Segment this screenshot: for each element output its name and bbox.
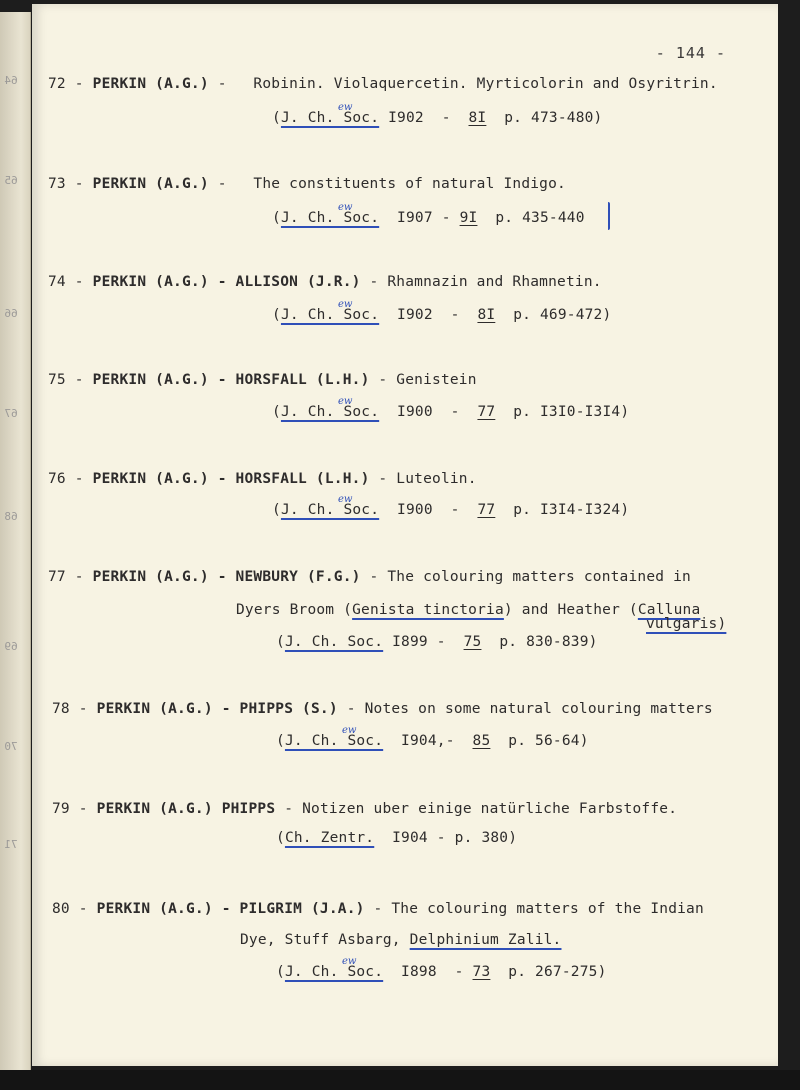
scan-bottom-edge [0,1070,800,1090]
entry-number: 74 [48,274,66,290]
prev-page-number: 68 [4,510,18,523]
pages: p. 830-839) [499,634,598,650]
entry-76-header: 76 - PERKIN (A.G.) - HORSFALL (L.H.) - Luteolin. [48,471,477,487]
year: I898 [401,964,437,980]
entry-79-header: 79 - PERKIN (A.G.) PHIPPS - Notizen uber einige natürliche Farbstoffe. [52,801,678,817]
entry-title: The colouring matters of the Indian [391,901,704,917]
journal-name: J. Ch. Soc. [280,404,380,420]
year: I904 [392,830,428,846]
pages: p. I3I0-I3I4) [513,404,630,420]
prev-page-number: 69 [4,640,18,653]
entry-title: Robinin. Violaquercetin. Myrticolorin and Osyritrin. [253,76,718,92]
entry-76-citation: (J. Ch. Soc. I900 - 77 p. I3I4-I324) [272,502,630,518]
entry-authors: PERKIN (A.G.) - NEWBURY (F.G.) [92,569,361,585]
prev-page-number: 65 [4,174,18,187]
entry-77-title-wrap [646,616,726,632]
entry-75-header: 75 - PERKIN (A.G.) - HORSFALL (L.H.) - Genistein [48,372,477,388]
document-page [32,4,778,1066]
entry-72-citation: (J. Ch. Soc. I902 - 8I p. 473-480) [272,110,603,126]
journal-name: J. Ch. Soc. [284,634,384,650]
volume: 85 [472,733,491,749]
entry-74-header: 74 - PERKIN (A.G.) - ALLISON (J.R.) - Rhamnazin and Rhamnetin. [48,274,602,290]
volume: 8I [468,110,487,126]
entry-77-title-continued [236,602,700,618]
prev-page-number: 64 [4,74,18,87]
entry-title: Notizen uber einige natürliche Farbstoffe. [302,801,678,817]
pages: p. 473-480) [504,110,603,126]
volume: 77 [477,404,496,420]
entry-title: The colouring matters contained in [387,569,691,585]
handwritten-mark: ew [338,494,353,505]
entry-number: 75 [48,372,66,388]
pages: p. 469-472) [513,307,612,323]
entry-authors: PERKIN (A.G.) - PHIPPS (S.) [96,701,338,717]
pages: p. 380) [454,830,518,846]
entry-77-citation: (J. Ch. Soc. I899 - 75 p. 830-839) [276,634,598,650]
year: I904,- [401,733,455,749]
species-name: Calluna [637,602,701,618]
entry-authors: PERKIN (A.G.) [92,176,209,192]
entry-authors: PERKIN (A.G.) - PILGRIM (J.A.) [96,901,365,917]
title-text: Dye, Stuff Asbarg, [240,932,410,948]
entry-number: 79 [52,801,70,817]
journal-name: Ch. Zentr. [284,830,375,846]
entry-authors: PERKIN (A.G.) - HORSFALL (L.H.) [92,372,370,388]
entry-title: Notes on some natural colouring matters [364,701,713,717]
previous-page-edge [0,12,31,1072]
entry-authors: PERKIN (A.G.) - ALLISON (J.R.) [92,274,361,290]
entry-number: 72 [48,76,66,92]
title-text: ) and Heather ( [503,602,638,618]
entry-title: Rhamnazin and Rhamnetin. [387,274,602,290]
entry-title: The constituents of natural Indigo. [253,176,566,192]
pages: p. 435-440 [495,210,585,226]
pages: p. 56-64) [508,733,589,749]
journal-name: J. Ch. Soc. [280,210,380,226]
prev-page-number: 66 [4,307,18,320]
entry-73-header: 73 - PERKIN (A.G.) - The constituents of natural Indigo. [48,176,566,192]
year: I902 [397,307,433,323]
entry-authors: PERKIN (A.G.) PHIPPS [96,801,276,817]
volume: 75 [463,634,482,650]
species-name: Delphinium Zalil. [409,932,562,948]
pages: p. 267-275) [508,964,607,980]
year: I900 [397,502,433,518]
prev-page-number: 67 [4,407,18,420]
species-name: vulgaris) [646,616,727,632]
handwritten-mark: ew [342,956,357,967]
year: I902 [388,110,424,126]
entry-number: 76 [48,471,66,487]
entry-authors: PERKIN (A.G.) - HORSFALL (L.H.) [92,471,370,487]
volume: 77 [477,502,496,518]
entry-72-header: 72 - PERKIN (A.G.) - Robinin. Violaquercetin. Myrticolorin and Osyritrin. [48,76,718,92]
handwritten-bracket [608,202,610,230]
prev-page-number: 70 [4,740,18,753]
entry-78-citation: (J. Ch. Soc. I904,- 85 p. 56-64) [276,733,589,749]
entry-number: 78 [52,701,70,717]
entry-78-header: 78 - PERKIN (A.G.) - PHIPPS (S.) - Notes on some natural colouring matters [52,701,713,717]
year: I899 [392,634,428,650]
title-text: Dyers Broom ( [236,602,353,618]
entry-73-citation: (J. Ch. Soc. I907 - 9I p. 435-440 [272,210,585,226]
handwritten-mark: ew [342,725,357,736]
year: I900 [397,404,433,420]
entry-74-citation: (J. Ch. Soc. I902 - 8I p. 469-472) [272,307,612,323]
entry-authors: PERKIN (A.G.) [92,76,209,92]
journal-name: J. Ch. Soc. [284,733,384,749]
entry-number: 73 [48,176,66,192]
entry-77-header: 77 - PERKIN (A.G.) - NEWBURY (F.G.) - The colouring matters contained in [48,569,691,585]
volume: 8I [477,307,496,323]
entry-title: Genistein [396,372,477,388]
journal-name: J. Ch. Soc. [280,502,380,518]
entry-number: 77 [48,569,66,585]
entry-80-title-continued [240,932,561,948]
entry-title: Luteolin. [396,471,477,487]
volume: 73 [472,964,491,980]
handwritten-mark: ew [338,299,353,310]
entry-80-header: 80 - PERKIN (A.G.) - PILGRIM (J.A.) - The colouring matters of the Indian [52,901,704,917]
entry-75-citation: (J. Ch. Soc. I900 - 77 p. I3I0-I3I4) [272,404,630,420]
prev-page-number: 71 [4,838,18,851]
journal-name: J. Ch. Soc. [284,964,384,980]
year: I907 [397,210,433,226]
pages: p. I3I4-I324) [513,502,630,518]
journal-name: J. Ch. Soc. [280,307,380,323]
handwritten-mark: ew [338,396,353,407]
entry-number: 80 [52,901,70,917]
entry-80-citation: (J. Ch. Soc. I898 - 73 p. 267-275) [276,964,607,980]
page-number: - 144 - [655,44,726,62]
handwritten-mark: ew [338,102,353,113]
species-name: Genista tinctoria [352,602,504,618]
volume: 9I [459,210,478,226]
journal-name: J. Ch. Soc. [280,110,380,126]
entry-79-citation: (Ch. Zentr. I904 - p. 380) [276,830,518,846]
handwritten-mark: ew [338,202,353,213]
